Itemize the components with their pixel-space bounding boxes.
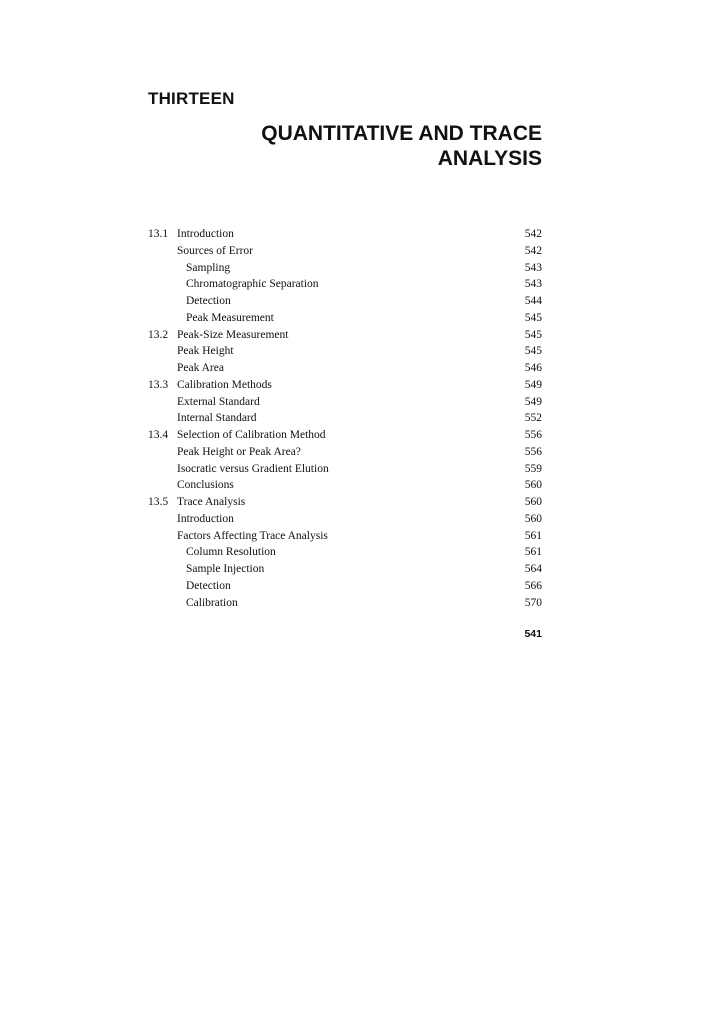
toc-section-number: 13.5 <box>148 496 169 508</box>
toc-entry-title: Trace Analysis <box>177 496 246 508</box>
toc-entry-page: 561 <box>524 529 542 542</box>
toc-entry <box>148 578 542 595</box>
toc-entry <box>148 293 542 310</box>
toc-entry-title: Peak Area <box>177 362 224 374</box>
toc-entry-page: 559 <box>524 462 542 475</box>
toc-entry-title: Calibration Methods <box>177 378 272 391</box>
toc-entry-title: Isocratic versus Gradient Elution <box>177 462 329 475</box>
toc-entry-page: 564 <box>524 563 542 575</box>
toc-entry-page: 544 <box>524 295 542 307</box>
toc-entry-title: Peak Height or Peak Area? <box>177 445 301 458</box>
toc-entry <box>148 226 542 243</box>
toc-entry-page: 545 <box>524 311 542 324</box>
toc-entry-title: External Standard <box>177 395 260 408</box>
toc-entry <box>148 394 542 411</box>
toc-entry-page: 545 <box>524 328 542 341</box>
chapter-title <box>200 121 542 171</box>
toc-entry <box>148 343 542 360</box>
toc-entry-page: 543 <box>524 278 542 291</box>
toc-entry <box>148 243 542 260</box>
toc-entry-page: 542 <box>524 228 542 240</box>
chapter-label: THIRTEEN <box>148 89 235 108</box>
toc-entry-page: 560 <box>524 496 542 508</box>
toc-entry-title: Calibration <box>186 596 238 609</box>
toc-entry <box>148 427 542 444</box>
toc-entry <box>148 444 542 461</box>
toc-entry-title: Introduction <box>177 512 234 525</box>
toc-entry <box>148 461 542 478</box>
toc-entry-title: Chromatographic Separation <box>186 278 319 291</box>
toc-entry-title: Sampling <box>186 261 231 274</box>
toc-entry-page: 560 <box>524 512 542 525</box>
toc-entry <box>148 410 542 427</box>
toc-entry-title: Peak Height <box>177 345 234 358</box>
table-of-contents <box>148 226 542 611</box>
toc-entry-page: 543 <box>524 261 542 274</box>
toc-entry-title: Factors Affecting Trace Analysis <box>177 529 328 542</box>
toc-entry-title: Sample Injection <box>186 563 265 575</box>
toc-entry-title: Introduction <box>177 228 234 240</box>
toc-entry-page: 542 <box>524 244 542 257</box>
toc-entry-title: Selection of Calibration Method <box>177 429 326 441</box>
toc-entry-page: 566 <box>524 579 542 592</box>
chapter-title-line-1: QUANTITATIVE AND TRACE <box>261 122 542 145</box>
toc-entry-title: Column Resolution <box>186 546 276 559</box>
toc-entry <box>148 561 542 578</box>
toc-entry-page: 560 <box>524 479 542 492</box>
toc-entry <box>148 260 542 277</box>
toc-entry-page: 556 <box>524 445 542 458</box>
toc-entry-page: 545 <box>524 345 542 358</box>
toc-entry-title: Peak-Size Measurement <box>177 328 289 341</box>
toc-entry <box>148 595 542 612</box>
toc-entry <box>148 360 542 377</box>
toc-entry <box>148 528 542 545</box>
toc-entry-title: Detection <box>186 579 231 592</box>
toc-section-number: 13.3 <box>148 378 169 391</box>
page-number: 541 <box>524 628 542 640</box>
toc-entry <box>148 494 542 511</box>
toc-entry-title: Sources of Error <box>177 244 254 257</box>
toc-entry-page: 549 <box>524 378 542 391</box>
toc-entry-page: 546 <box>524 362 542 374</box>
toc-entry <box>148 544 542 561</box>
toc-section-number: 13.4 <box>148 429 169 441</box>
toc-entry-page: 552 <box>524 412 542 425</box>
chapter-title-line-2: ANALYSIS <box>437 147 542 170</box>
toc-entry <box>148 327 542 344</box>
toc-entry-page: 570 <box>524 596 542 609</box>
toc-entry <box>148 377 542 394</box>
toc-entry-page: 556 <box>524 429 542 441</box>
toc-section-number: 13.2 <box>148 328 169 341</box>
toc-entry <box>148 477 542 494</box>
toc-entry <box>148 310 542 327</box>
toc-entry-title: Detection <box>186 295 231 307</box>
toc-entry-title: Internal Standard <box>177 412 257 425</box>
toc-entry-page: 561 <box>524 546 542 559</box>
toc-section-number: 13.1 <box>148 228 169 240</box>
toc-entry-title: Peak Measurement <box>186 311 274 324</box>
toc-entry <box>148 276 542 293</box>
toc-entry-title: Conclusions <box>177 479 234 492</box>
toc-entry-page: 549 <box>524 395 542 408</box>
toc-entry <box>148 511 542 528</box>
